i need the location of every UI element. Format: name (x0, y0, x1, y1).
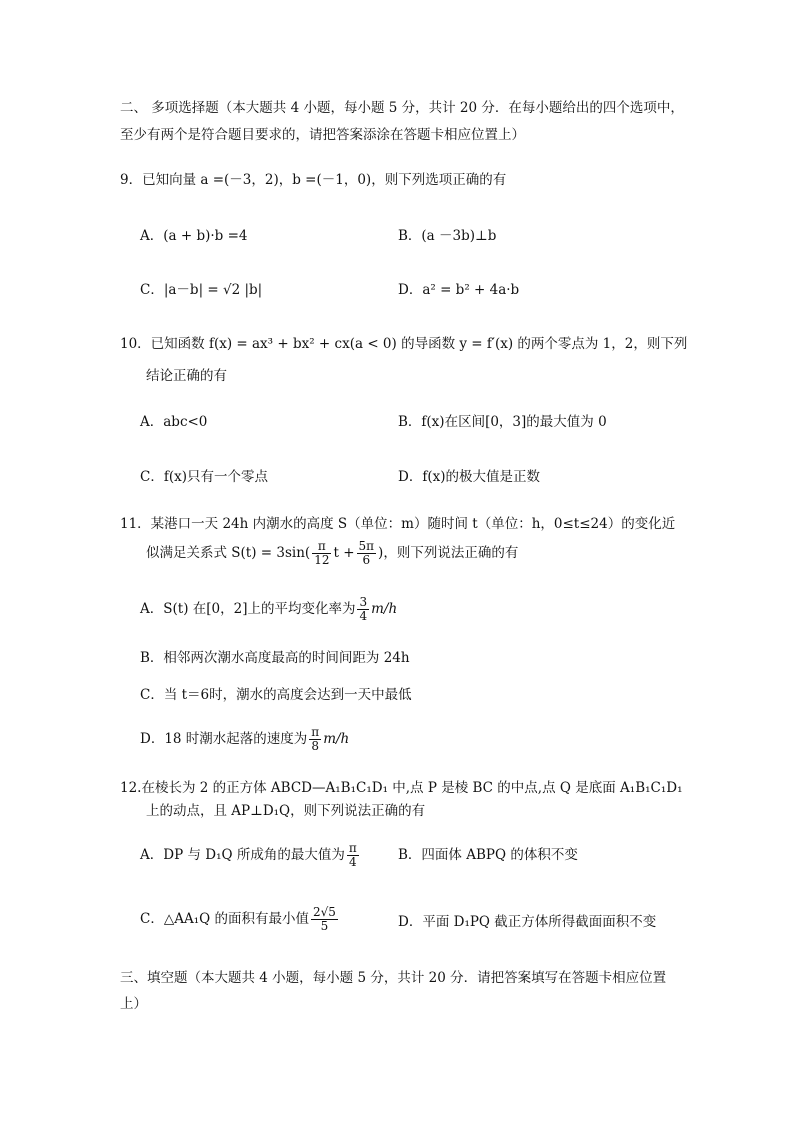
fraction-numerator: π (312, 540, 331, 554)
section-3-line-1: 三、填空题（本大题共 4 小题，每小题 5 分，共计 20 分．请把答案填写在答题卡相应位置 (120, 970, 667, 986)
fraction-denominator: 5 (320, 919, 329, 933)
question-11-stem-line-1: 11．某港口一天 24h 内潮水的高度 S（单位：m）随时间 t（单位：h，0≤t≤24）的变化近 (120, 516, 676, 532)
question-11-option-c: C．当 t＝6时，潮水的高度会达到一天中最低 (140, 687, 412, 703)
fraction-denominator: 4 (359, 609, 368, 623)
fraction-5pi-over-6 (357, 540, 377, 567)
stem-prefix: 似满足关系式 S(t) = 3sin( (146, 545, 311, 561)
fraction-3-over-4 (357, 596, 369, 623)
option-a-text: A．S(t) 在[0，2]上的平均变化率为 (140, 601, 356, 617)
fraction-pi-over-8 (309, 726, 321, 753)
fraction-denominator: 4 (348, 855, 357, 869)
section-2-line-2: 至少有两个是符合题目要求的，请把答案添涂在答题卡相应位置上） (120, 127, 525, 143)
question-12-option-b: B．四面体 ABPQ 的体积不变 (398, 847, 578, 863)
section-3-line-2: 上） (120, 996, 147, 1012)
fraction-numerator: 5π (358, 539, 375, 553)
section-2-line-1: 二、 多项选择题（本大题共 4 小题，每小题 5 分，共计 20 分．在每小题给出的四个选项中， (120, 100, 684, 116)
stem-suffix: )，则下列说法正确的有 (378, 545, 519, 561)
question-12-stem-line-1: 12.在棱长为 2 的正方体 ABCD—A₁B₁C₁D₁ 中,点 P 是棱 BC 的中点,点 Q 是底面 A₁B₁C₁D₁ (120, 780, 683, 796)
question-11-option-b: B．相邻两次潮水高度最高的时间间距为 24h (140, 650, 410, 666)
fraction-numerator: π (348, 841, 357, 855)
fraction-denominator: 8 (311, 739, 320, 753)
stem-middle: t + (333, 545, 355, 561)
question-10-option-a: A．abc<0 (140, 414, 208, 430)
question-12-option-d: D．平面 D₁PQ 截正方体所得截面面积不变 (398, 914, 657, 930)
question-9-stem: 9．已知向量 a =(－3，2)，b =(－1，0)，则下列选项正确的有 (120, 172, 507, 188)
unit: m/h (371, 601, 398, 617)
question-9-option-b: B．(a －3b)⊥b (398, 228, 497, 244)
question-10-stem-line-2: 结论正确的有 (146, 368, 227, 384)
question-10-option-c: C．f(x)只有一个零点 (140, 469, 268, 485)
question-11-option-a (140, 594, 397, 624)
fraction-numerator: 2√5 (312, 905, 336, 919)
question-12-option-a (140, 840, 361, 870)
question-12-stem-line-2: 上的动点，且 AP⊥D₁Q，则下列说法正确的有 (146, 803, 426, 819)
question-10-option-b: B．f(x)在区间[0，3]的最大值为 0 (398, 414, 607, 430)
question-9-option-c: C．|a－b| = √2 |b| (140, 282, 263, 298)
question-10-option-d: D．f(x)的极大值是正数 (398, 469, 540, 485)
option-a-text: A．DP 与 D₁Q 所成角的最大值为 (140, 847, 345, 863)
question-11-stem-line-2 (146, 538, 518, 568)
fraction-pi-over-12 (312, 540, 331, 567)
question-10-stem-line-1: 10．已知函数 f(x) = ax³ + bx² + cx(a < 0) 的导函数 y = f′(x) 的两个零点为 1，2，则下列 (120, 336, 688, 352)
unit: m/h (323, 731, 350, 747)
question-11-option-d (140, 724, 349, 754)
fraction-pi-over-4 (347, 842, 359, 869)
option-d-text: D．18 时潮水起落的速度为 (140, 731, 308, 747)
fraction-numerator: π (311, 725, 320, 739)
fraction-denominator: 12 (314, 553, 330, 567)
fraction-2root5-over-5 (311, 906, 338, 933)
option-c-text: C．△AA₁Q 的面积有最小值 (140, 911, 309, 927)
question-9-option-a: A．(a + b)·b =4 (140, 228, 248, 244)
question-12-option-c (140, 904, 340, 934)
question-9-option-d: D．a² = b² + 4a·b (398, 282, 520, 298)
fraction-denominator: 6 (362, 553, 371, 567)
fraction-numerator: 3 (359, 595, 368, 609)
